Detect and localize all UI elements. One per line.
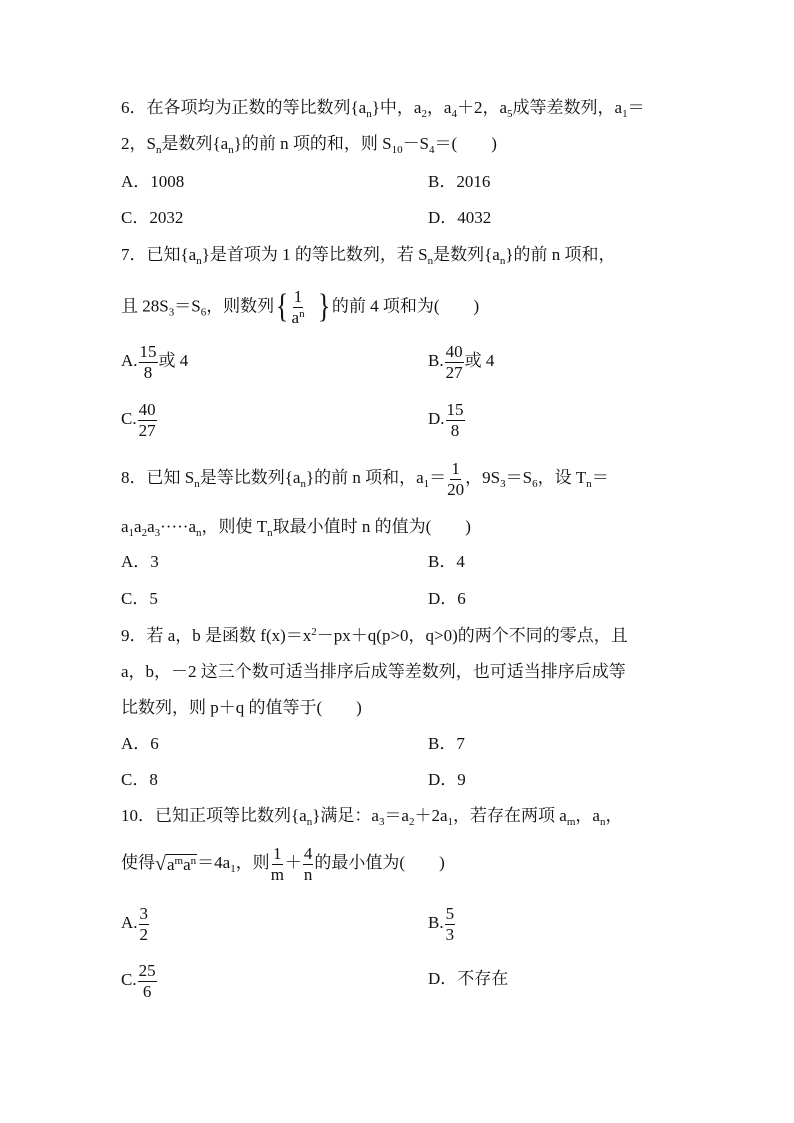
q10-stem-line1: 10．已知正项等比数列$\{a_n\}$满足：$a_3=a_2+2a_1$，若存在两项 $a_m$，$a_n$， [121,806,623,828]
q9-stem-line3: 比数列，则 p＋q 的值等于( ) [121,698,362,717]
q6-option-b: B．2016 [428,172,491,191]
q7-option-d: D. $\frac{15}{8}$ [428,399,464,440]
square-root: √ $a^ma^n$ [155,853,197,876]
q7-fraction: $\frac{1}{a^n}$ [291,287,305,327]
q9-stem-line2: a，b，－2 这三个数可适当排序后成等差数列，也可适当排序后成等 [121,662,626,681]
q8-option-b: B．4 [428,552,465,571]
q10-option-d: D．不存在 [428,969,509,988]
q8-stem-line1: 8．已知 $S_n$是等比数列$\{a_n\}$的前 n 项和，$a_1=$ $\frac{1}{20}$ ，$9S_3=S_6$，设 $T_n=$ [121,458,609,499]
q9-stem-line1: 9．若 a，b 是函数 $f(x)=x^2-px+q(p>0$，q>0)的两个不同的零点，且 [121,626,628,645]
q10-stem-line2: 使得 √ $a^ma^n$ $=4a_1$，则 $\frac{1}{m}$ ＋ $\frac{4}{n}$ 的最小值为( ) [121,843,445,884]
left-brace: { [276,288,289,326]
q7-option-c: C. $\frac{40}{27}$ [121,399,156,440]
q8-option-d: D．6 [428,589,466,608]
q7-option-b: B. $\frac{40}{27}$ 或 4 [428,341,495,382]
q8-option-c: C．5 [121,589,158,608]
q10-option-a: A. $\frac{3}{2}$ [121,903,149,944]
q6-option-a: A．1008 [121,172,185,191]
q9-option-c: C．8 [121,770,158,789]
q6-option-d: D．4032 [428,208,492,227]
q7-stem-line1: 7．已知$\{a_n\}$是首项为 1 的等比数列，若 $S_n$是数列$\{a_n\}$的前 n 项和， [121,245,616,267]
q9-option-a: A．6 [121,734,159,753]
q6-stem-line2: 2，$S_n$是数列$\{a_n\}$的前 n 项的和，则 $S_{10}-S_4=$( ) [121,134,497,156]
q8-fraction: $\frac{1}{20}$ [447,458,465,499]
right-brace: } [317,288,330,326]
q9-option-d: D．9 [428,770,466,789]
q6-option-c: C．2032 [121,208,184,227]
q10-option-c: C. $\frac{25}{6}$ [121,960,156,1001]
q7-option-a: A. $\frac{15}{8}$ 或 4 [121,341,189,382]
q9-option-b: B．7 [428,734,465,753]
q7-stem-line2: 且 $28S_3=S_6$，则数列{ $\frac{1}{a^n}$ } 的前 4 项和为( ) [121,287,480,327]
q10-option-b: B. $\frac{5}{3}$ [428,903,455,944]
q8-option-a: A．3 [121,552,159,571]
q6-stem-line1: 6．在各项均为正数的等比数列$\{a_n\}$中，$a_2$，$a_4+2$，$a_5$成等差数列，$a_1=$ [121,98,645,120]
radical-sign-icon: √ [155,853,166,876]
q8-stem-line2: $a_1a_2a_3\cdot\cdot\cdot\cdot\cdot a_n$，则使 $T_n$取最小值时 n 的值为( ) [121,517,471,539]
